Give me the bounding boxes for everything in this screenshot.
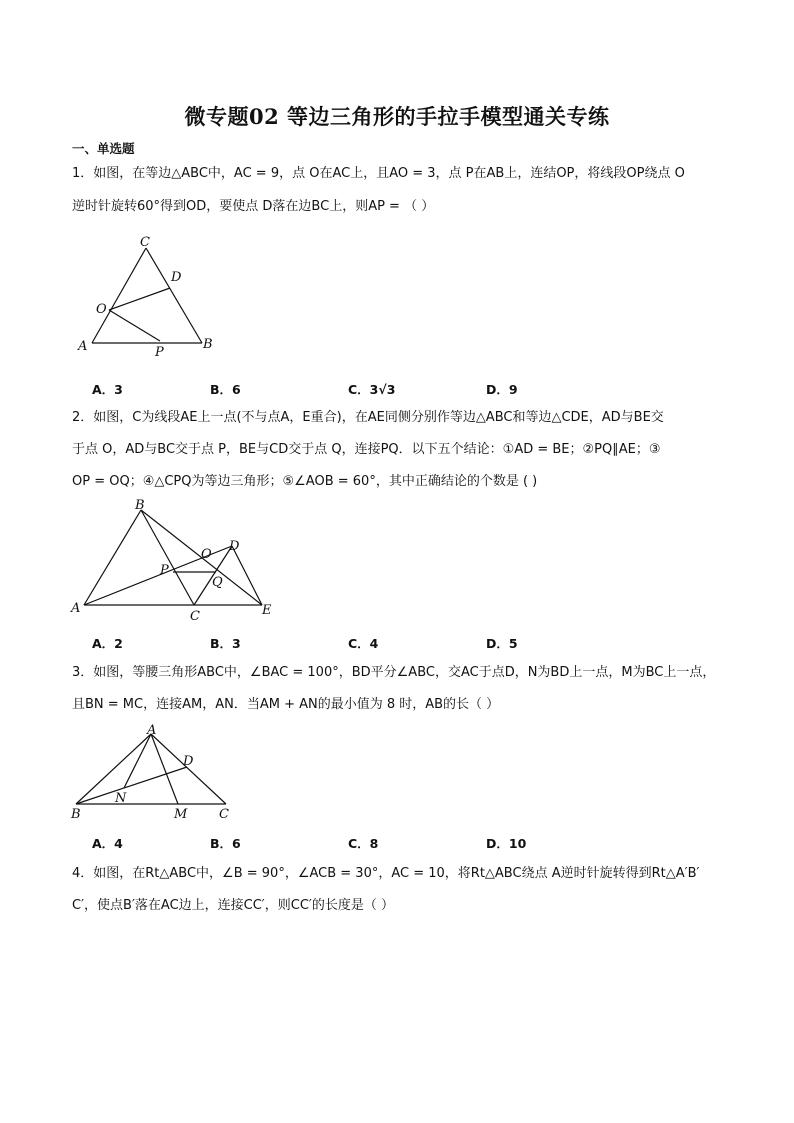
q2-option-d[interactable]: D．5 [486, 636, 518, 651]
page-title: 微专题02 等边三角形的手拉手模型通关专练 [184, 104, 610, 129]
q2-option-b[interactable]: B．3 [210, 636, 241, 651]
q2-label-q: Q [212, 575, 223, 590]
q2-text-line1: 2．如图，C为线段AE上一点(不与点A，E重合)，在AE同侧分别作等边△ABC和等边△CDE，AD与BE交 [72, 410, 664, 425]
q2-label-b: B [135, 498, 145, 513]
q2-figure [66, 496, 286, 626]
q3-option-b[interactable]: B．6 [210, 836, 241, 851]
q1-option-a[interactable]: A．3 [92, 382, 123, 397]
q3-option-a[interactable]: A．4 [92, 836, 123, 851]
q1-label-d: D [171, 270, 182, 285]
q2-label-e: E [262, 603, 272, 618]
q2-text-line3: OP = OQ；④△CPQ为等边三角形；⑤∠AOB = 60°，其中正确结论的个数是 ( ) [72, 474, 538, 489]
q3-text-line2: 且BN = MC，连接AM，AN．当AM + AN的最小值为 8 时，AB的长（ ） [72, 697, 500, 712]
q3-label-d: D [183, 754, 194, 769]
q3-label-n: N [115, 791, 127, 806]
q3-label-a: A [147, 723, 157, 738]
q2-label-o: O [201, 547, 212, 562]
q2-label-p: P [160, 563, 169, 578]
q1-option-c[interactable]: C．3√3 [348, 382, 396, 397]
q1-text-line2: 逆时针旋转60°得到OD，要使点 D落在边BC上，则AP = （ ） [72, 199, 435, 214]
q1-label-b: B [203, 337, 213, 352]
q1-option-b[interactable]: B．6 [210, 382, 241, 397]
q2-label-a: A [71, 601, 81, 616]
q1-option-d[interactable]: D．9 [486, 382, 518, 397]
q3-label-m: M [174, 807, 188, 822]
q1-label-o: O [96, 302, 107, 317]
q2-text-line2: 于点 O，AD与BC交于点 P，BE与CD交于点 Q，连接PQ．以下五个结论：①AD = BE；②PQ∥AE；③ [72, 442, 661, 457]
q2-label-d: D [229, 539, 240, 554]
q3-label-b: B [71, 807, 81, 822]
q1-label-c: C [140, 235, 150, 250]
q2-label-c: C [190, 609, 200, 624]
section-heading: 一、单选题 [72, 141, 135, 156]
q3-figure [68, 722, 238, 822]
q3-option-d[interactable]: D．10 [486, 836, 527, 851]
q4-text-line1: 4．如图，在Rt△ABC中，∠B = 90°，∠ACB = 30°，AC = 10，将Rt△ABC绕点 A逆时针旋转得到Rt△A′B′ [72, 866, 700, 881]
q3-label-c: C [219, 807, 229, 822]
q1-label-p: P [155, 345, 164, 360]
q4-text-line2: C′，使点B′落在AC边上，连接CC′，则CC′的长度是（ ） [72, 898, 394, 913]
q3-text-line1: 3．如图，等腰三角形ABC中，∠BAC = 100°，BD平分∠ABC，交AC于点D，N为BD上一点，M为BC上一点， [72, 665, 716, 680]
q2-option-a[interactable]: A．2 [92, 636, 123, 651]
q3-option-c[interactable]: C．8 [348, 836, 379, 851]
q1-label-a: A [78, 339, 88, 354]
q1-figure [72, 228, 222, 363]
q2-option-c[interactable]: C．4 [348, 636, 379, 651]
q1-text-line1: 1．如图，在等边△ABC中，AC = 9，点 O在AC上，且AO = 3，点 P在AB上，连结OP，将线段OP绕点 O [72, 166, 685, 181]
